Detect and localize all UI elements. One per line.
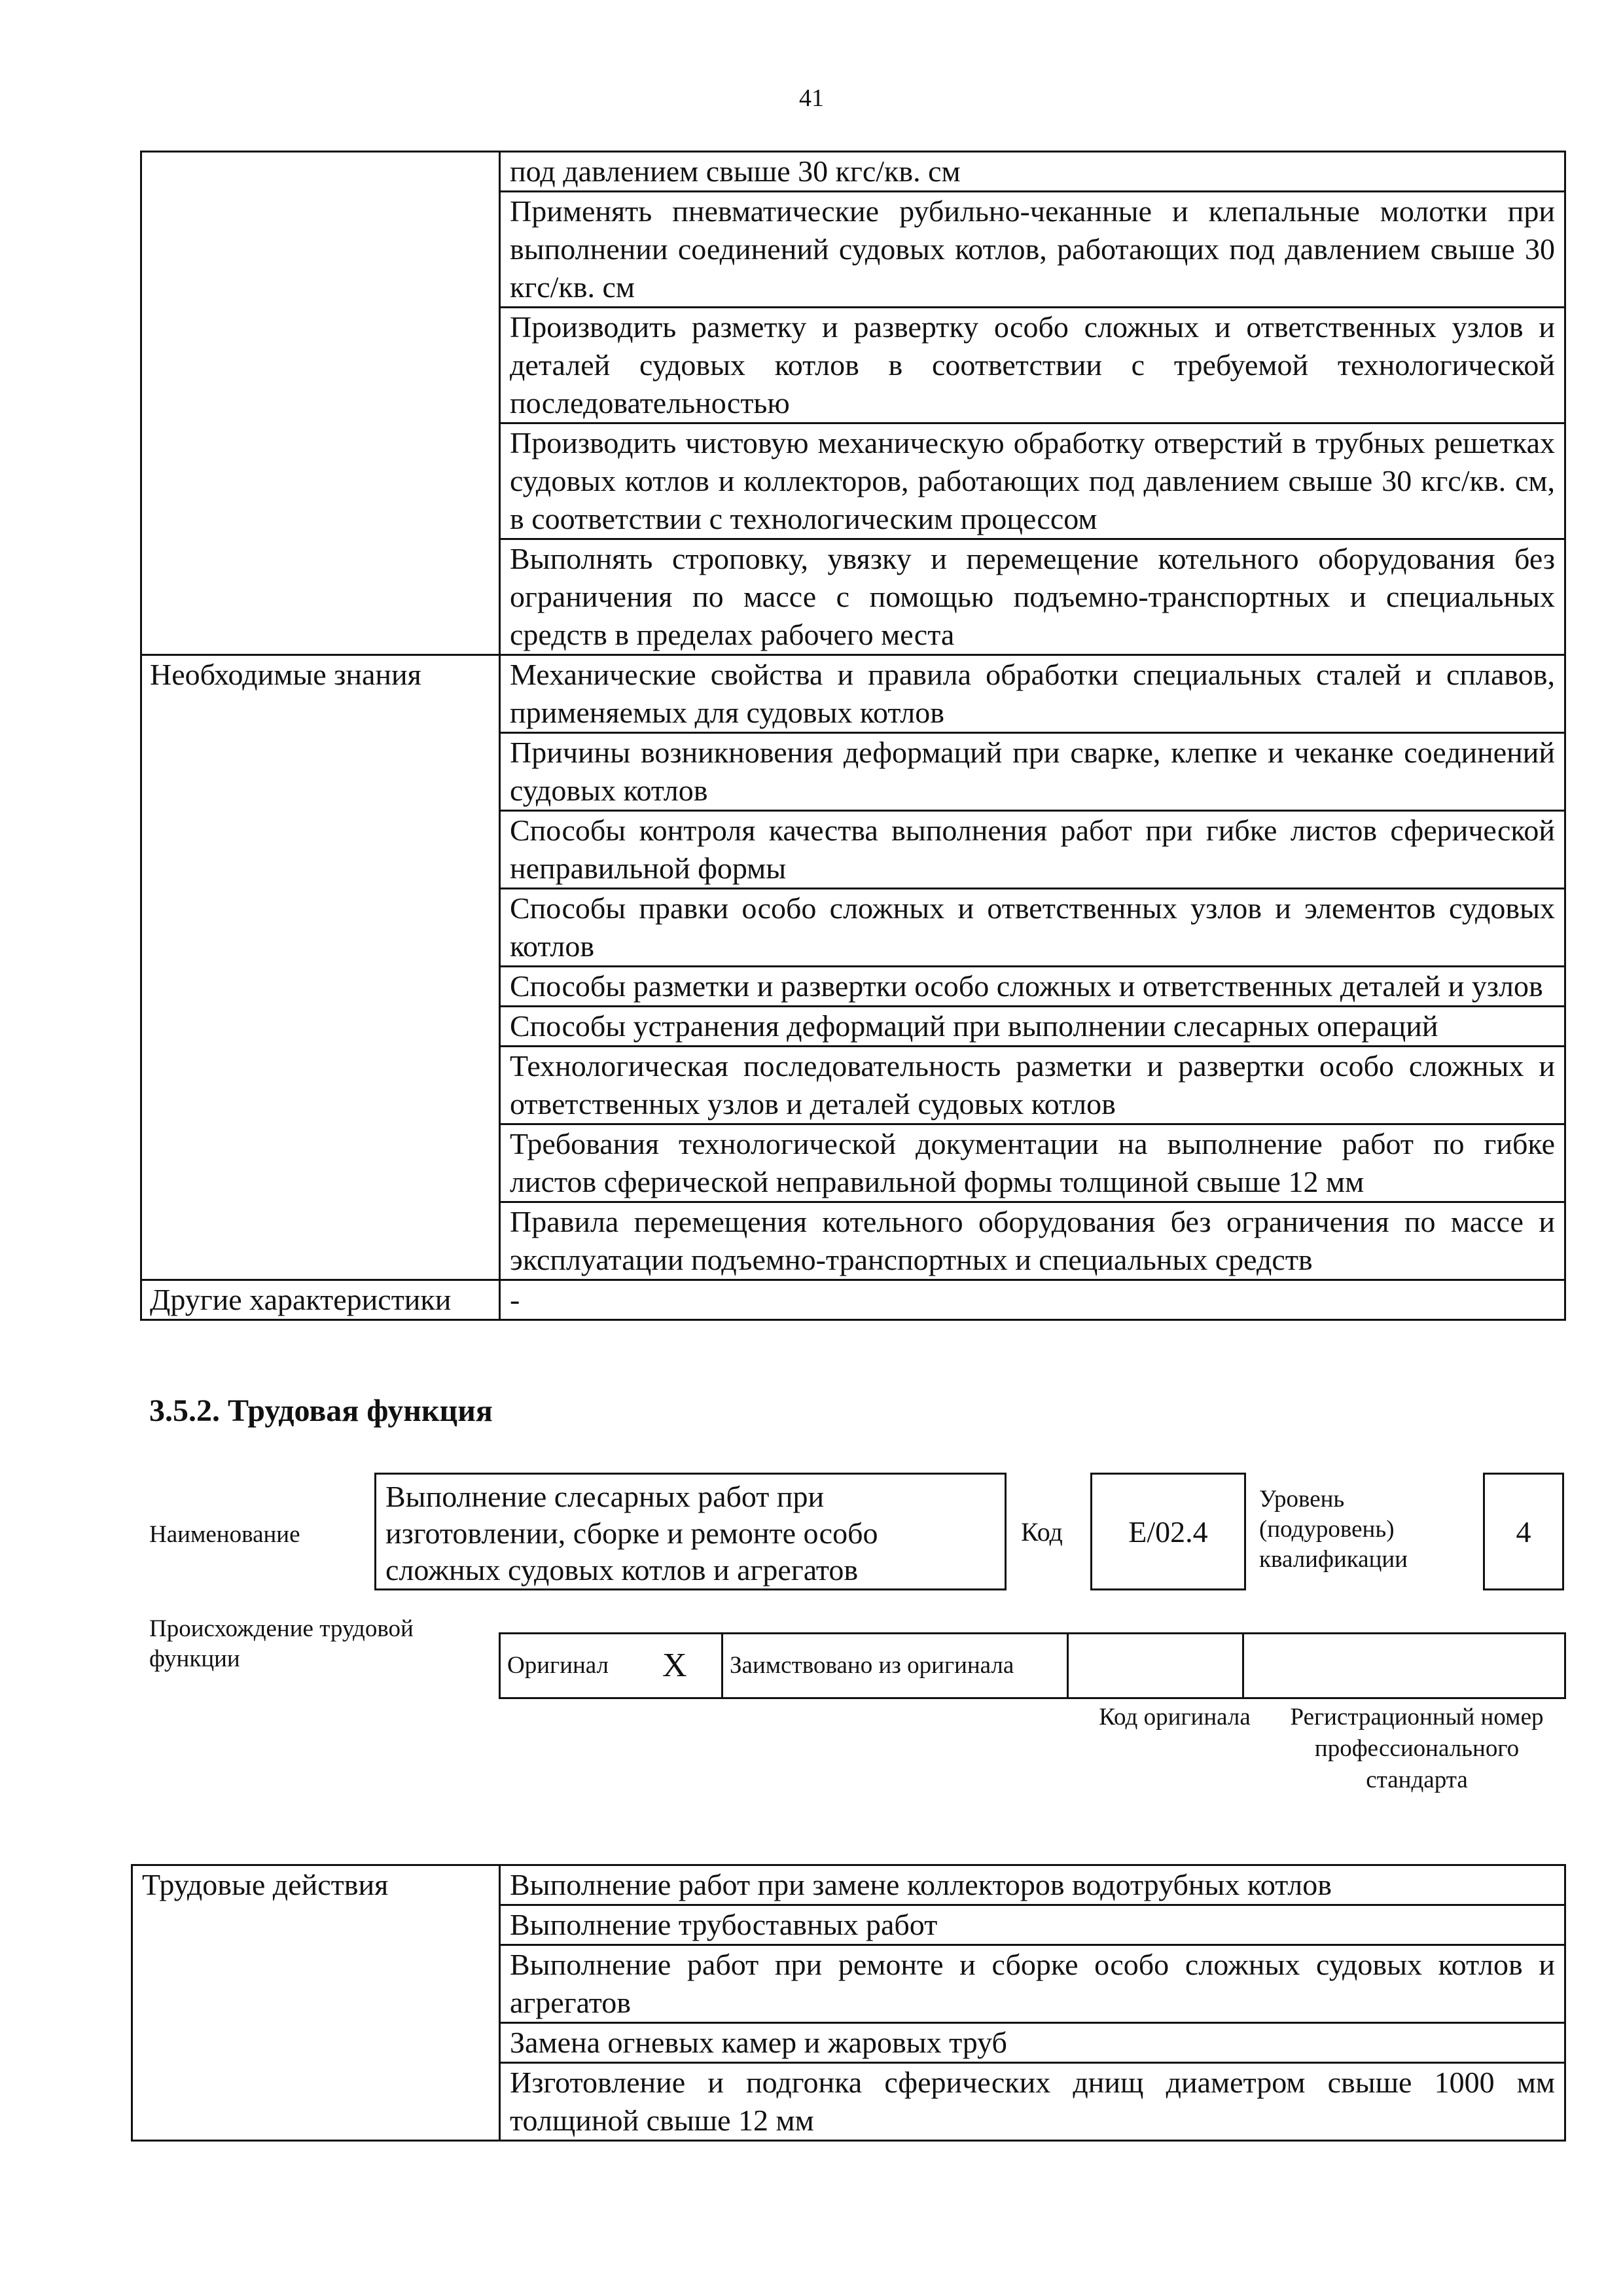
level-label: Уровень (подуровень) квалификации: [1259, 1486, 1408, 1573]
registration-caption: Регистрационный номер профессионального стандарта: [1290, 1704, 1544, 1793]
table-cell: Способы контроля качества выполнения работ при гибке листов сферической неправильной формы: [500, 811, 1565, 889]
registration-number-cell: [1243, 1634, 1565, 1698]
original-mark: X: [628, 1634, 722, 1698]
labor-actions-table: [131, 1864, 1566, 2142]
table-cell: Причины возникновения деформаций при сварке, клепке и чеканке соединений судовых котлов: [500, 733, 1565, 811]
qualification-level-box: 4: [1483, 1473, 1564, 1590]
table-cell: Механические свойства и правила обработки специальных сталей и сплавов, применяемых для судовых котлов: [500, 655, 1565, 733]
table-cell: Выполнять строповку, увязку и перемещение котельного оборудования без ограничения по массе с помощью подъемно-транспортных и специальных средств в пределах рабочего места: [500, 539, 1565, 655]
table-row: [141, 655, 1565, 733]
table-cell: Требования технологической документации на выполнение работ по гибке листов сферической неправильной формы толщиной свыше 12 мм: [500, 1124, 1565, 1202]
page-number: 41: [799, 84, 824, 112]
function-code-box: E/02.4: [1090, 1473, 1246, 1590]
table-cell: Выполнение работ при ремонте и сборке особо сложных судовых котлов и агрегатов: [500, 1945, 1565, 2023]
table-cell: Производить разметку и развертку особо сложных и ответственных узлов и деталей судовых котлов в соответствии с требуемой технологической последовательностью: [500, 308, 1565, 423]
table-cell: Производить чистовую механическую обработку отверстий в трубных решетках судовых котлов и коллекторов, работающих под давлением свыше 30 кгс/кв. см, в соответствии с технологическим процессом: [500, 423, 1565, 539]
row-group-label: [141, 152, 500, 655]
row-group-label: Трудовые действия: [132, 1865, 500, 2141]
row-group-label: Необходимые знания: [141, 655, 500, 1280]
table-cell: Способы разметки и развертки особо сложных и ответственных деталей и узлов: [500, 967, 1565, 1007]
table-cell: Замена огневых камер и жаровых труб: [500, 2023, 1565, 2063]
table-cell: -: [500, 1280, 1565, 1320]
table-cell: Выполнение трубоставных работ: [500, 1905, 1565, 1945]
skills-knowledge-table: [140, 151, 1566, 1321]
table-cell: Выполнение работ при замене коллекторов водотрубных котлов: [500, 1865, 1565, 1905]
name-label: Наименование: [149, 1521, 300, 1548]
table-row: [141, 152, 1565, 192]
table-cell: Технологическая последовательность разметки и развертки особо сложных и ответственных узлов и деталей судовых котлов: [500, 1047, 1565, 1124]
code-caption: Код оригинала: [1099, 1704, 1251, 1731]
function-name-box: Выполнение слесарных работ при изготовлении, сборке и ремонте особо сложных судовых котлов и агрегатов: [374, 1473, 1007, 1590]
table-cell: Применять пневматические рубильно-чеканные и клепальные молотки при выполнении соединений судовых котлов, работающих под давлением свыше 30 кгс/кв. см: [500, 192, 1565, 308]
table-cell: Правила перемещения котельного оборудования без ограничения по массе и эксплуатации подъемно-транспортных и специальных средств: [500, 1202, 1565, 1280]
origin-label: Происхождение трудовой функции: [149, 1615, 414, 1672]
table-cell: Изготовление и подгонка сферических днищ диаметром свыше 1000 мм толщиной свыше 12 мм: [500, 2063, 1565, 2141]
original-code-cell: [1068, 1634, 1243, 1698]
table-cell: Способы устранения деформаций при выполнении слесарных операций: [500, 1007, 1565, 1047]
code-label: Код: [1021, 1517, 1063, 1547]
section-title: 3.5.2. Трудовая функция: [149, 1393, 493, 1428]
table-row: [132, 1865, 1565, 1905]
table-row: [141, 1280, 1565, 1320]
row-group-label: Другие характеристики: [141, 1280, 500, 1320]
table-cell: под давлением свыше 30 кгс/кв. см: [500, 152, 1565, 192]
origin-table: [499, 1632, 1566, 1699]
table-cell: Способы правки особо сложных и ответственных узлов и элементов судовых котлов: [500, 889, 1565, 967]
borrowed-cell: Заимствовано из оригинала: [722, 1634, 1068, 1698]
original-cell: Оригинал: [500, 1634, 628, 1698]
